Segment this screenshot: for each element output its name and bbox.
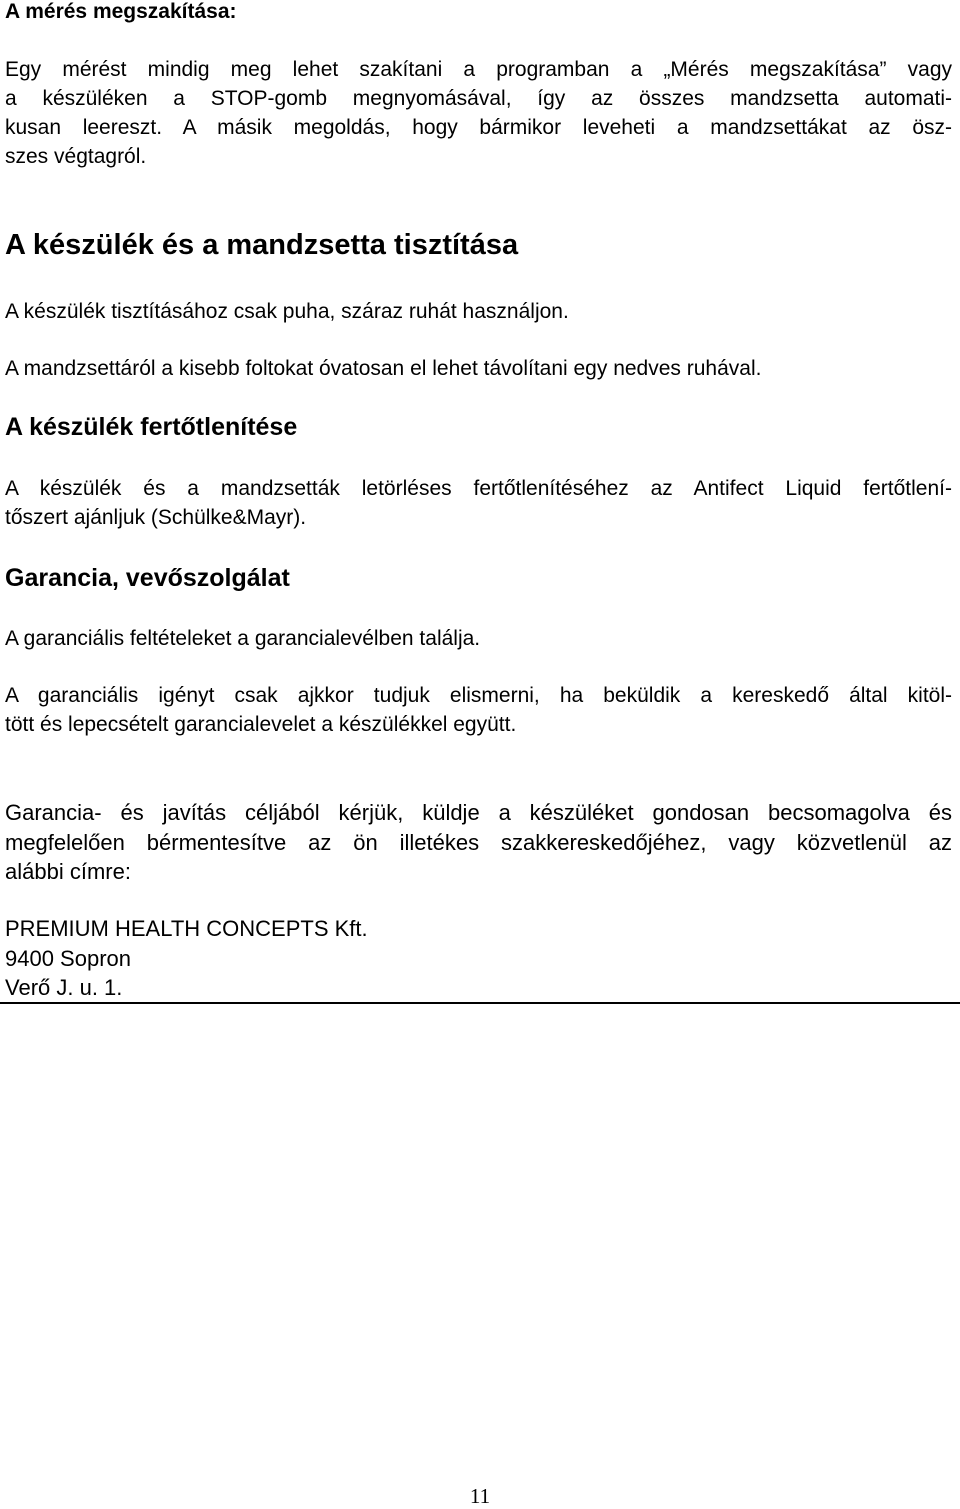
paragraph-line: alábbi címre: — [5, 859, 131, 884]
paragraph-line: tött és lepecsételt garancialevelet a készülékkel együtt. — [5, 713, 517, 736]
disinfection-paragraph — [5, 474, 952, 532]
disinfection-heading: A készülék fertőtlenítése — [5, 413, 298, 441]
paragraph-line: A garanciális igényt csak ajkkor tudjuk elismerni, ha beküldik a kereskedő által kitöl- — [5, 684, 952, 707]
address-block — [5, 914, 952, 1003]
paragraph-line: kusan leereszt. A másik megoldás, hogy bármikor leveheti a mandzsettákat az ösz- — [5, 116, 952, 139]
paragraph-line: Egy mérést mindig meg lehet szakítani a programban a „Mérés megszakítása” vagy — [5, 58, 952, 81]
section-divider — [0, 1002, 960, 1004]
measurement-stop-heading: A mérés megszakítása: — [5, 0, 237, 23]
warranty-paragraph-1: A garanciális feltételeket a garancialevélben találja. — [5, 627, 481, 650]
paragraph-line: megfelelően bérmentesítve az ön illetékes szakkereskedőjéhez, vagy közvetlenül az — [5, 829, 952, 855]
cleaning-heading: A készülék és a mandzsetta tisztítása — [5, 229, 519, 261]
paragraph-line: Garancia- és javítás céljából kérjük, küldje a készüléket gondosan becsomagolva és — [5, 800, 952, 825]
measurement-stop-paragraph — [5, 55, 952, 171]
page-number: 11 — [469, 1484, 491, 1508]
paragraph-line: A készülék és a mandzsetták letörléses fertőtlenítéséhez az Antifect Liquid fertőtlení- — [5, 477, 952, 500]
cleaning-paragraph-2: A mandzsettáról a kisebb foltokat óvatosan el lehet távolítani egy nedves ruhával. — [5, 357, 762, 380]
address-city: 9400 Sopron — [5, 945, 131, 971]
paragraph-line: a készüléken a STOP-gomb megnyomásával, így az összes mandzsetta automati- — [5, 87, 952, 110]
address-company: PREMIUM HEALTH CONCEPTS Kft. — [5, 916, 368, 941]
paragraph-line: szes végtagról. — [5, 145, 147, 168]
warranty-paragraph-2 — [5, 681, 952, 739]
address-street: Verő J. u. 1. — [5, 975, 123, 1000]
cleaning-paragraph-1: A készülék tisztításához csak puha, száraz ruhát használjon. — [5, 300, 569, 323]
shipping-paragraph — [5, 798, 952, 887]
warranty-heading: Garancia, vevőszolgálat — [5, 564, 290, 592]
paragraph-line: tőszert ajánljuk (Schülke&Mayr). — [5, 506, 307, 529]
